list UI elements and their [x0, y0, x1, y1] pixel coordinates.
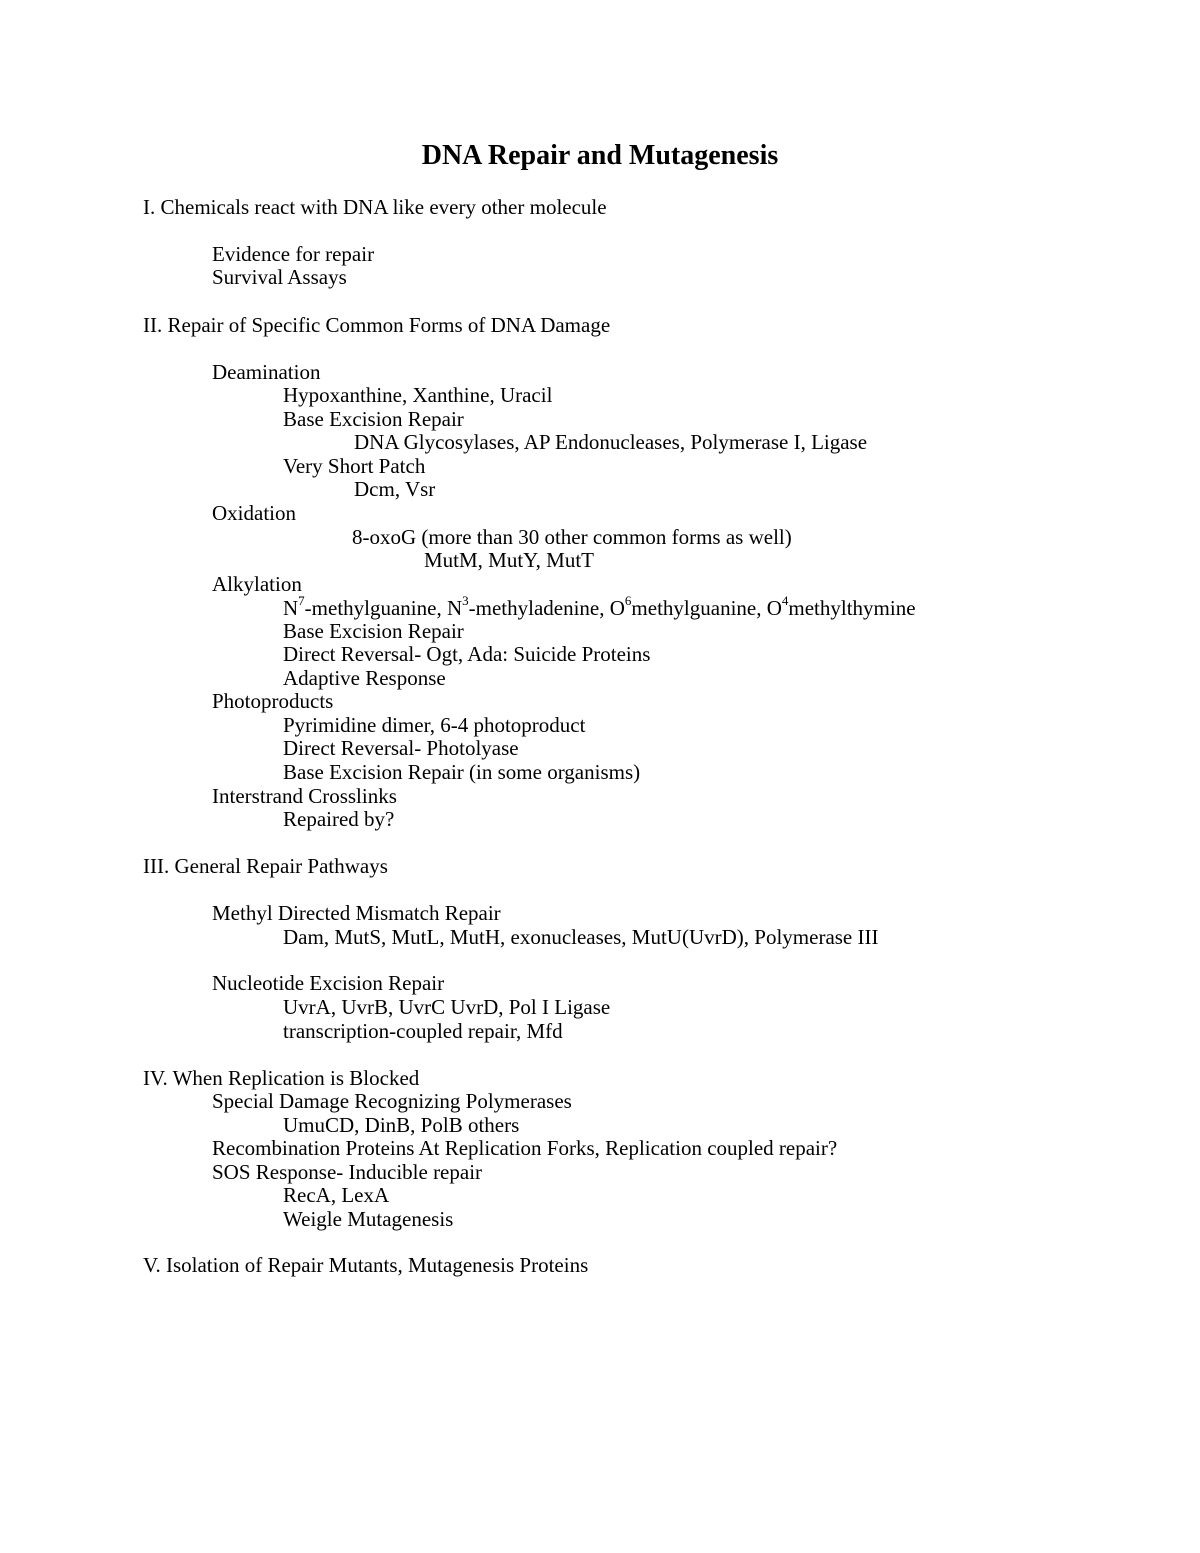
section-heading-3: III. General Repair Pathways — [143, 854, 388, 878]
outline-item: DNA Glycosylases, AP Endonucleases, Polymerase I, Ligase — [354, 430, 868, 454]
outline-item: Dcm, Vsr — [354, 477, 436, 501]
outline-item: Special Damage Recognizing Polymerases — [212, 1089, 572, 1113]
outline-item: Weigle Mutagenesis — [283, 1207, 454, 1231]
superscript: 3 — [462, 593, 469, 608]
outline-item: Survival Assays — [212, 265, 347, 289]
alkylation-lesions — [283, 593, 916, 620]
text-run: N — [283, 596, 299, 620]
outline-item: Base Excision Repair — [283, 407, 464, 431]
superscript: 6 — [624, 593, 632, 608]
outline-item: Repaired by? — [283, 807, 395, 831]
outline-item: Evidence for repair — [212, 242, 375, 266]
outline-item: Direct Reversal- Ogt, Ada: Suicide Proteins — [283, 642, 651, 666]
outline-item: Very Short Patch — [283, 454, 426, 478]
subheading-crosslinks: Interstrand Crosslinks — [212, 784, 397, 808]
document-title: DNA Repair and Mutagenesis — [421, 140, 779, 171]
subheading-deamination: Deamination — [212, 360, 321, 384]
outline-item: Pyrimidine dimer, 6-4 photoproduct — [283, 713, 586, 737]
text-run: -methylguanine, N — [304, 596, 463, 620]
outline-item: Adaptive Response — [283, 666, 446, 690]
outline-item: 8-oxoG (more than 30 other common forms as well) — [352, 525, 792, 549]
outline-item: Base Excision Repair — [283, 619, 464, 643]
subheading-alkylation: Alkylation — [212, 572, 302, 596]
outline-item: RecA, LexA — [283, 1183, 390, 1207]
outline-item: Direct Reversal- Photolyase — [283, 736, 519, 760]
outline-item: MutM, MutY, MutT — [424, 548, 594, 572]
subheading-photoproducts: Photoproducts — [212, 689, 334, 713]
section-heading-5: V. Isolation of Repair Mutants, Mutagenesis Proteins — [143, 1253, 589, 1277]
outline-item: SOS Response- Inducible repair — [212, 1160, 483, 1184]
outline-item: Recombination Proteins At Replication Forks, Replication coupled repair? — [212, 1136, 838, 1160]
section-heading-4: IV. When Replication is Blocked — [143, 1066, 420, 1090]
subheading-oxidation: Oxidation — [212, 501, 296, 525]
superscript: 7 — [298, 593, 305, 608]
text-run: methylthymine — [788, 596, 916, 620]
outline-item: Base Excision Repair (in some organisms) — [283, 760, 641, 784]
outline-item: UmuCD, DinB, PolB others — [283, 1113, 520, 1137]
subheading-nucleotide-excision-repair: Nucleotide Excision Repair — [212, 971, 445, 995]
outline-item: Hypoxanthine, Xanthine, Uracil — [283, 383, 553, 407]
superscript: 4 — [781, 593, 789, 608]
text-run: methylguanine, O — [631, 596, 782, 620]
section-heading-2: II. Repair of Specific Common Forms of DNA Damage — [143, 313, 611, 337]
subheading-mismatch-repair: Methyl Directed Mismatch Repair — [212, 901, 501, 925]
section-heading-1: I. Chemicals react with DNA like every other molecule — [143, 195, 607, 219]
outline-item: transcription-coupled repair, Mfd — [283, 1019, 563, 1043]
outline-item: Dam, MutS, MutL, MutH, exonucleases, MutU(UvrD), Polymerase III — [283, 925, 879, 949]
text-run: -methyladenine, O — [468, 596, 625, 620]
outline-item: UvrA, UvrB, UvrC UvrD, Pol I Ligase — [283, 995, 611, 1019]
